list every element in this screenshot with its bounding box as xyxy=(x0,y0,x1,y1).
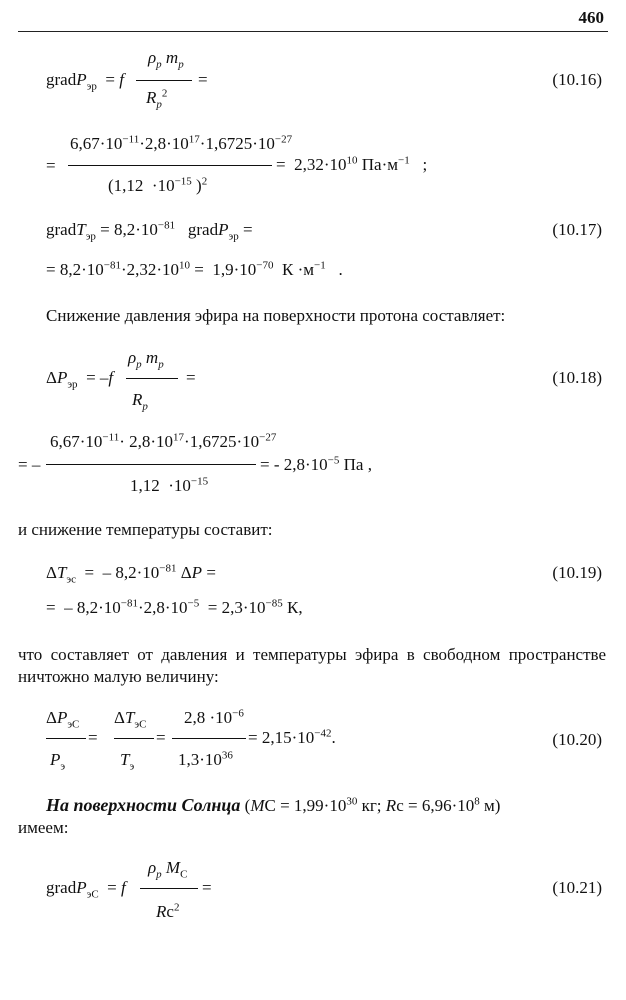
numerator: $\rho_p$ $m_p$ xyxy=(148,48,184,71)
paragraph: Снижение давления эфира на поверхности протона составляет: xyxy=(46,306,506,325)
section-heading: На поверхности Солнца xyxy=(46,795,241,815)
equation-number: (10.21) xyxy=(552,878,602,897)
denominator: $R_p^2$ xyxy=(146,87,168,111)
page-number: 460 xyxy=(578,8,604,27)
paragraph: и снижение температуры составит: xyxy=(18,520,273,539)
equation-number: (10.19) xyxy=(552,563,602,582)
fraction-bar xyxy=(136,80,192,81)
equation-number: (10.16) xyxy=(552,70,602,89)
paragraph: что составляет от давления и температуры эфира в свободном пространстве ничтожно малую величину: xyxy=(18,645,606,686)
lhs: gradP$_{эр}$ = f xyxy=(46,70,124,93)
equation-number: (10.18) xyxy=(552,368,602,387)
equation-number: (10.20) xyxy=(552,730,602,749)
header-rule xyxy=(18,31,608,32)
equation-number: (10.17) xyxy=(552,220,602,239)
